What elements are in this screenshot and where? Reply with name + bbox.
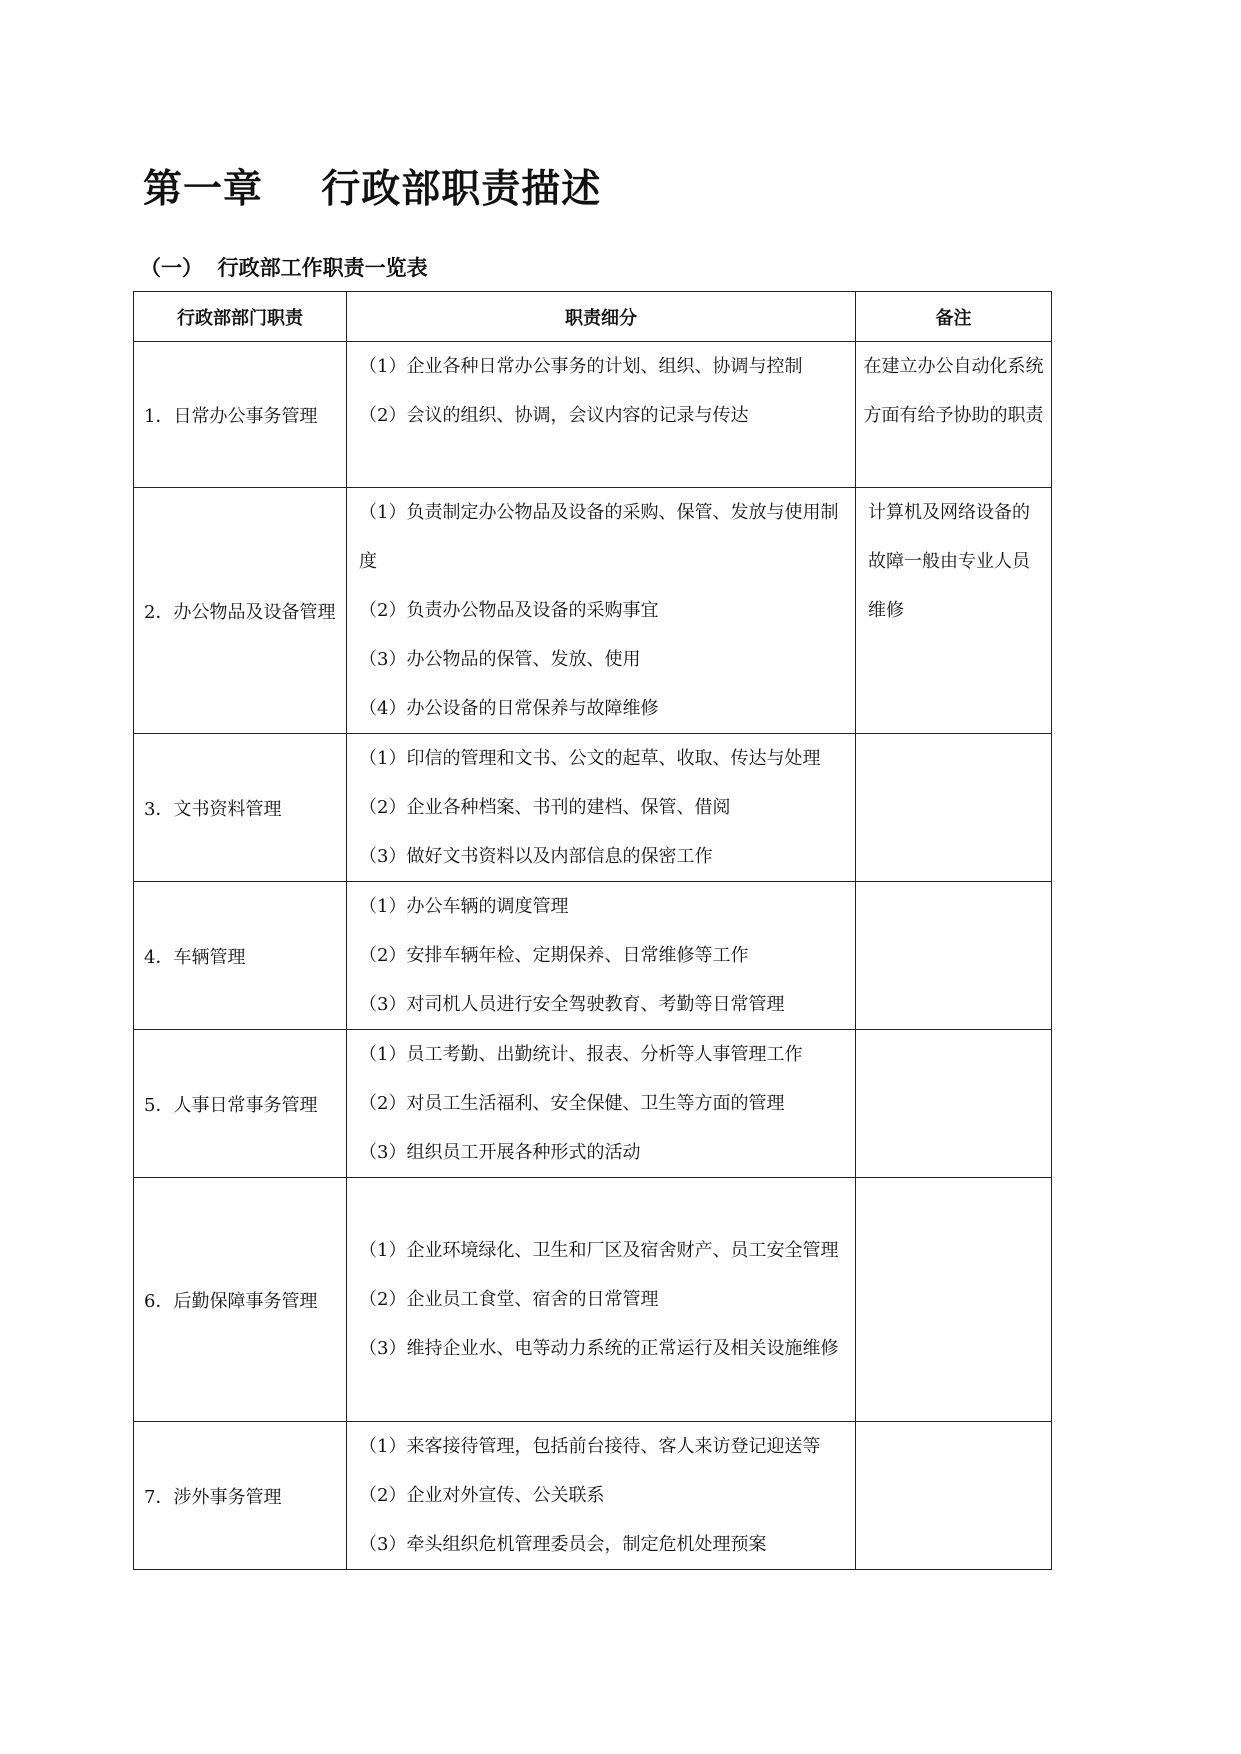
header-note: 备注 bbox=[856, 292, 1052, 342]
row-category: 6．后勤保障事务管理 bbox=[134, 1178, 347, 1422]
detail-line: （2）企业对外宣传、公关联系 bbox=[359, 1485, 605, 1506]
row-note bbox=[856, 734, 1052, 882]
table-row bbox=[134, 882, 1052, 1030]
row-category: 3．文书资料管理 bbox=[134, 734, 347, 882]
row-category: 4．车辆管理 bbox=[134, 882, 347, 1030]
detail-line: （3）办公物品的保管、发放、使用 bbox=[359, 649, 641, 670]
row-category: 7．涉外事务管理 bbox=[134, 1422, 347, 1570]
row-note bbox=[856, 1030, 1052, 1178]
row-note bbox=[856, 342, 1052, 488]
table-row bbox=[134, 1030, 1052, 1178]
table-row bbox=[134, 488, 1052, 734]
table-row bbox=[134, 1178, 1052, 1422]
detail-line: （2）企业员工食堂、宿舍的日常管理 bbox=[359, 1289, 659, 1310]
detail-line: （1）来客接待管理，包括前台接待、客人来访登记迎送等 bbox=[359, 1436, 821, 1457]
detail-line: （3）维持企业水、电等动力系统的正常运行及相关设施维修 bbox=[359, 1338, 839, 1359]
table-row bbox=[134, 342, 1052, 488]
detail-line: （2）会议的组织、协调，会议内容的记录与传达 bbox=[359, 405, 749, 426]
detail-line: （2）安排车辆年检、定期保养、日常维修等工作 bbox=[359, 945, 749, 966]
detail-line: （1）员工考勤、出勤统计、报表、分析等人事管理工作 bbox=[359, 1044, 803, 1065]
detail-line: （2）对员工生活福利、安全保健、卫生等方面的管理 bbox=[359, 1093, 785, 1114]
note-text: 计算机及网络设备的故障一般由专业人员维修 bbox=[868, 502, 1030, 621]
row-details bbox=[347, 882, 856, 1030]
row-note bbox=[856, 882, 1052, 1030]
detail-line: （3）做好文书资料以及内部信息的保密工作 bbox=[359, 846, 713, 867]
row-details bbox=[347, 734, 856, 882]
row-details bbox=[347, 488, 856, 734]
row-details bbox=[347, 1422, 856, 1570]
table-header-row bbox=[134, 292, 1052, 342]
detail-line: （1）企业各种日常办公事务的计划、组织、协调与控制 bbox=[359, 356, 803, 377]
detail-line: （1）企业环境绿化、卫生和厂区及宿舍财产、员工安全管理 bbox=[359, 1240, 839, 1261]
detail-line: （3）对司机人员进行安全驾驶教育、考勤等日常管理 bbox=[359, 994, 785, 1015]
detail-line: （1）印信的管理和文书、公文的起草、收取、传达与处理 bbox=[359, 748, 821, 769]
detail-line: （1）负责制定办公物品及设备的采购、保管、发放与使用制度 bbox=[359, 502, 839, 572]
row-note bbox=[856, 1422, 1052, 1570]
row-category: 1．日常办公事务管理 bbox=[134, 342, 347, 488]
row-note bbox=[856, 1178, 1052, 1422]
header-details: 职责细分 bbox=[347, 292, 856, 342]
row-details bbox=[347, 1030, 856, 1178]
row-details bbox=[347, 1178, 856, 1422]
chapter-title: 第一章 行政部职责描述 bbox=[143, 166, 602, 212]
row-category: 5．人事日常事务管理 bbox=[134, 1030, 347, 1178]
detail-line: （3）组织员工开展各种形式的活动 bbox=[359, 1142, 641, 1163]
row-details bbox=[347, 342, 856, 488]
section-title: （一） 行政部工作职责一览表 bbox=[140, 255, 428, 280]
detail-line: （3）牵头组织危机管理委员会，制定危机处理预案 bbox=[359, 1534, 767, 1555]
row-category: 2．办公物品及设备管理 bbox=[134, 488, 347, 734]
detail-line: （1）办公车辆的调度管理 bbox=[359, 896, 569, 917]
detail-line: （2）负责办公物品及设备的采购事宜 bbox=[359, 600, 659, 621]
detail-line: （2）企业各种档案、书刊的建档、保管、借阅 bbox=[359, 797, 731, 818]
table-row bbox=[134, 1422, 1052, 1570]
header-category: 行政部部门职责 bbox=[134, 292, 347, 342]
detail-line: （4）办公设备的日常保养与故障维修 bbox=[359, 698, 659, 719]
duties-table bbox=[133, 291, 1052, 1570]
row-note bbox=[856, 488, 1052, 734]
note-text: 在建立办公自动化系统方面有给予协助的职责 bbox=[863, 356, 1044, 426]
table-row bbox=[134, 734, 1052, 882]
